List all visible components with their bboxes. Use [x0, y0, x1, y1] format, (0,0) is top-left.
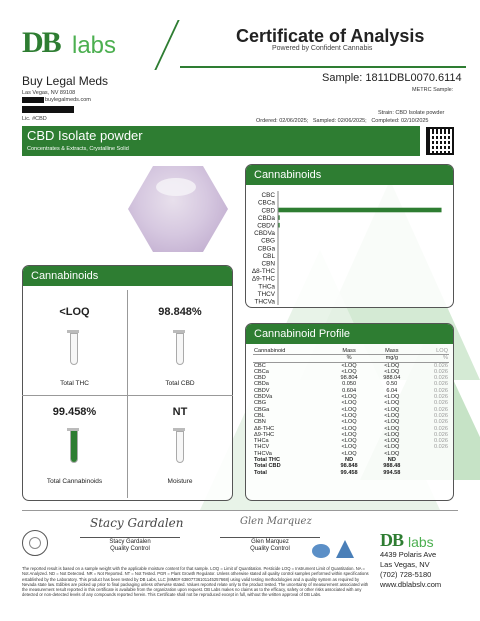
redaction-bar — [22, 106, 74, 113]
mass-percent: 98.848 — [340, 463, 358, 470]
mass-percent: ND — [345, 457, 354, 464]
chart-category-label: THCa — [258, 283, 275, 291]
tube-body — [70, 431, 78, 463]
sample-dates — [256, 118, 429, 124]
total-thc-tube — [70, 330, 79, 365]
unit-cell: mg/g — [370, 355, 413, 362]
loq-value: 0.026 — [434, 381, 448, 388]
chart-category-label: CBC — [261, 192, 275, 200]
iso-seal-inner — [29, 537, 41, 549]
chart-category-label: CBD — [261, 207, 275, 215]
chart-bar — [279, 208, 442, 213]
header-divider — [180, 66, 466, 68]
total-thc-label: Total THC — [60, 380, 89, 387]
loq-value: 0.026 — [434, 400, 448, 407]
signatory-2-name: Glen Marquez — [251, 539, 289, 545]
cannabinoid-name: CBDa — [254, 381, 269, 388]
footer-phone: (702) 728-5180 — [380, 570, 432, 579]
cannabinoid-name: THCa — [254, 438, 269, 445]
loq-value: 0.026 — [434, 406, 448, 413]
footer-divider — [22, 510, 458, 511]
mass-percent: <LOQ — [341, 444, 357, 451]
mass-percent: <LOQ — [341, 394, 357, 401]
chart-category-label: CBDa — [257, 214, 275, 222]
mass-percent: <LOQ — [341, 419, 357, 426]
mass-mg: 0.50 — [386, 381, 398, 388]
cannabinoid-name: CBGa — [254, 406, 270, 413]
chart-category-label: THCV — [257, 290, 275, 298]
dblabs-logo-mark: DB — [22, 26, 60, 59]
certification-badge-icon — [336, 540, 354, 558]
cannabinoid-name: CBDV — [254, 387, 270, 394]
mass-mg: <LOQ — [384, 419, 400, 426]
profile-panel-title: Cannabinoid Profile — [246, 324, 453, 344]
mass-percent: 0.604 — [342, 387, 357, 394]
mass-percent: <LOQ — [341, 368, 357, 375]
tube-fill — [71, 431, 77, 462]
mass-mg: <LOQ — [384, 394, 400, 401]
sample-id: Sample: 1811DBL0070.6114 — [322, 72, 462, 84]
total-thc-value: <LOQ — [59, 306, 90, 318]
client-address: Las Vegas, NV 89108 — [22, 90, 76, 96]
profile-table — [253, 348, 449, 476]
chart-category-label: CBN — [261, 260, 275, 268]
loq-value: 0.026 — [434, 425, 448, 432]
product-name: CBD Isolate powder — [27, 128, 143, 143]
profile-header-row — [253, 348, 449, 355]
loq-value — [413, 470, 449, 476]
chart-category-label: Δ8-THC — [251, 268, 275, 276]
strain: Strain: CBD Isolate powder — [378, 110, 445, 116]
loq-value: 0.026 — [434, 362, 448, 369]
total-cannabinoids-label: Total Cannabinoids — [46, 478, 103, 485]
redaction-bar — [22, 97, 44, 103]
loq-value: 0.026 — [434, 394, 448, 401]
mass-mg: <LOQ — [384, 431, 400, 438]
summary-divider-horizontal — [22, 395, 233, 396]
mass-percent: <LOQ — [341, 400, 357, 407]
sampled-date: Sampled: 02/06/2025; — [312, 118, 367, 124]
signatory-1-name: Stacy Gardalen — [109, 539, 151, 545]
mass-mg: ND — [387, 457, 396, 464]
mass-percent: 0.050 — [342, 381, 357, 388]
chart-bar — [279, 215, 280, 220]
mass-percent: <LOQ — [341, 425, 357, 432]
client-name: Buy Legal Meds — [22, 74, 109, 88]
mass-mg: <LOQ — [384, 406, 400, 413]
mass-percent: 98.804 — [340, 375, 358, 382]
disclaimer-text: The reported result is based on a sample weight with the applicable moisture content for that sample. LOQ = Limit of Quantitation. Pesticide LOQ = Instrument Limit of Quantitation. NA = Not Analyzed. ND = Not Detected. NR = Not Reported. NT = Not Tested. PGR = Plant Growth Regulator. Unless otherwise stated all quality control samples performed within specifications established by the Laboratory. This product has been tested by DB Labs, LLC (MME# 63807736101145257668) using valid testing methodologies and a quality system as required by Nevada state law. Edibles are picked up prior to final packaging unless otherwise stated. Values reported relate only to the product tested. The uncertainty of measurement associated with the measurement result reported in this certificate is available from the organization upon request. DB Labs makes no claims as to the efficacy, safety or other risks associated with any detected or non-detected levels of any compounds reported herein. This Certificate shall not be reproduced except in full, without the written approval of DB Labs. — [22, 566, 369, 598]
chart-category-label: CBL — [262, 252, 275, 260]
footer-logo-text: labs — [408, 534, 434, 550]
signatory-1-role: Quality Control — [110, 546, 150, 552]
dblabs-logo-text: labs — [72, 32, 117, 59]
summary-divider-vertical — [127, 290, 128, 498]
profile-row — [253, 362, 449, 369]
chart-category-label: CBDV — [257, 222, 275, 230]
total-cbd-tube — [176, 330, 185, 365]
mass-mg: <LOQ — [384, 368, 400, 375]
mass-mg: <LOQ — [384, 438, 400, 445]
cannabinoids-chart-panel — [245, 164, 454, 308]
cannabinoid-name: CBD — [254, 375, 266, 382]
accreditation-badge-icon — [312, 544, 330, 558]
page-subtitle: Powered by Confident Cannabis — [272, 45, 373, 52]
unit-cell — [253, 355, 328, 362]
summary-panel-title: Cannabinoids — [23, 266, 232, 286]
cannabinoid-name: CBL — [254, 412, 265, 419]
product-photo-highlight — [156, 178, 196, 196]
client-email: buylegalmeds.com — [45, 97, 91, 103]
header-divider-slash — [154, 20, 179, 70]
mass-percent: <LOQ — [341, 431, 357, 438]
completed-date: Completed: 02/10/2025 — [371, 118, 429, 124]
footer-logo-mark: DB — [380, 530, 404, 550]
total-cbd-value: 98.848% — [158, 306, 202, 318]
tube-body — [70, 333, 78, 365]
cannabinoid-name: THCV — [254, 444, 270, 451]
mass-percent: <LOQ — [341, 412, 357, 419]
loq-value: 0.026 — [434, 419, 448, 426]
cannabinoid-name: Total THC — [254, 457, 280, 464]
cannabinoid-name: Total — [254, 469, 267, 476]
chart-panel-title: Cannabinoids — [246, 165, 453, 185]
client-license: Lic. #CBD — [22, 116, 47, 122]
profile-total-row — [253, 470, 449, 476]
cannabinoid-name: CBN — [254, 419, 266, 426]
loq-value: 0.026 — [434, 438, 448, 445]
signature-line — [80, 537, 180, 538]
mass-mg: 6.04 — [386, 387, 398, 394]
moisture-value: NT — [172, 406, 188, 418]
cannabinoid-name: CBDVa — [254, 394, 273, 401]
chart-category-label: CBGa — [257, 245, 275, 253]
total-cbd-label: Total CBD — [165, 380, 195, 387]
signature-line — [220, 537, 320, 538]
mass-mg: 994.58 — [383, 469, 401, 476]
mass-percent: 99.458 — [340, 469, 358, 476]
moisture-label: Moisture — [167, 478, 193, 485]
mass-percent: <LOQ — [341, 362, 357, 369]
metrc-sample: METRC Sample: — [412, 87, 454, 93]
cannabinoid-name: Δ9-THC — [254, 431, 275, 438]
mass-mg: 988.48 — [383, 463, 401, 470]
col-header-mass-mg: Mass — [370, 348, 413, 355]
loq-value: 0.026 — [434, 387, 448, 394]
cannabinoid-name: CBG — [254, 400, 267, 407]
mass-percent: <LOQ — [341, 450, 357, 457]
qr-code-pattern — [430, 131, 450, 151]
cannabinoid-name: CBCa — [254, 368, 269, 375]
cannabinoid-name: CBC — [254, 362, 266, 369]
chart-category-label: CBCa — [257, 199, 275, 207]
loq-value: 0.026 — [434, 412, 448, 419]
signature-1: Stacy Gardalen — [90, 516, 184, 530]
mass-mg: <LOQ — [384, 362, 400, 369]
footer-website[interactable]: www.dblabslv.com — [380, 580, 442, 589]
mass-percent: <LOQ — [341, 438, 357, 445]
mass-mg: <LOQ — [384, 400, 400, 407]
col-header-cannabinoid: Cannabinoid — [253, 348, 328, 355]
unit-cell: % — [328, 355, 371, 362]
total-cannabinoids-tube — [70, 428, 79, 463]
cannabinoid-name: THCVa — [254, 450, 272, 457]
footer-city: Las Vegas, NV — [380, 560, 430, 569]
loq-value: 0.026 — [434, 368, 448, 375]
footer-contact — [380, 550, 441, 590]
moisture-tube — [176, 428, 185, 463]
cannabinoids-bar-chart — [246, 185, 454, 308]
signature-2: Glen Marquez — [240, 516, 312, 527]
chart-category-label: THCVa — [254, 298, 275, 306]
mass-mg: 988.04 — [383, 375, 401, 382]
loq-value: 0.026 — [434, 431, 448, 438]
tube-body — [176, 333, 184, 365]
total-cannabinoids-value: 99.458% — [52, 406, 97, 418]
loq-value: 0.026 — [434, 375, 448, 382]
mass-percent: <LOQ — [341, 406, 357, 413]
mass-mg: <LOQ — [384, 425, 400, 432]
chart-bar — [279, 223, 280, 228]
cannabinoid-name: Total CBD — [254, 463, 281, 470]
chart-category-label: Δ9-THC — [251, 275, 275, 283]
col-header-mass-pct: Mass — [328, 348, 371, 355]
loq-value: 0.026 — [434, 444, 448, 451]
mass-mg: <LOQ — [384, 450, 400, 457]
chart-category-label: CBDVa — [254, 230, 275, 238]
unit-cell: % — [413, 355, 449, 362]
chart-category-label: CBG — [261, 237, 275, 245]
signatory-2-role: Quality Control — [250, 546, 290, 552]
cannabinoid-profile-panel — [245, 323, 454, 501]
mass-mg: <LOQ — [384, 412, 400, 419]
cannabinoid-name: Δ8-THC — [254, 425, 275, 432]
product-category: Concentrates & Extracts, Crystalline Solid — [27, 146, 129, 152]
footer-address: 4439 Polaris Ave — [380, 550, 437, 559]
ordered-date: Ordered: 02/06/2025; — [256, 118, 309, 124]
page-title: Certificate of Analysis — [236, 26, 425, 46]
mass-mg: <LOQ — [384, 444, 400, 451]
profile-unit-row — [253, 355, 449, 362]
tube-body — [176, 431, 184, 463]
col-header-loq: LOQ — [413, 348, 449, 355]
